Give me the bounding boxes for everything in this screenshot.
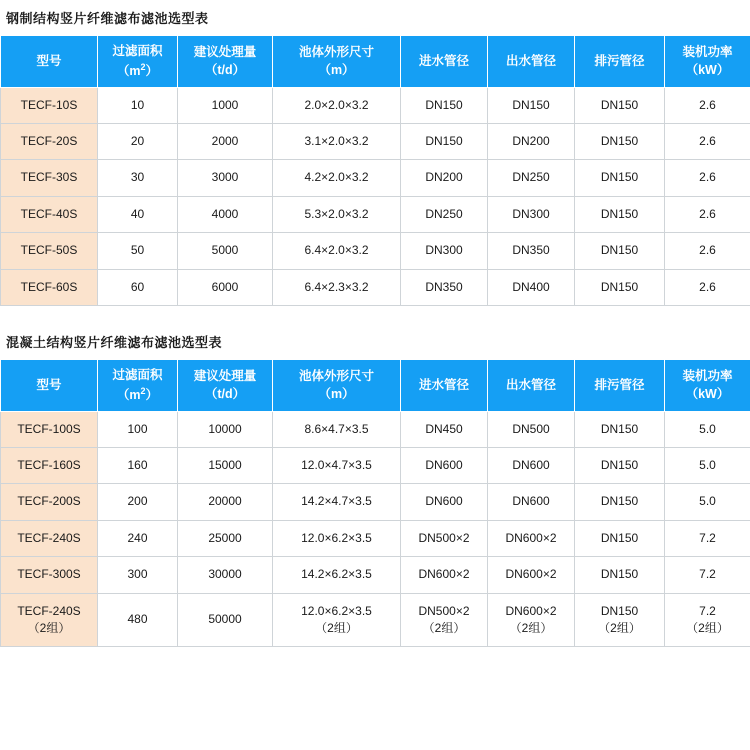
cell-drain-pipe: DN150 bbox=[575, 124, 665, 160]
cell-inlet-pipe: DN200 bbox=[401, 160, 488, 196]
col-header-outlet-pipe bbox=[488, 360, 575, 412]
cell-filter-area: 160 bbox=[98, 448, 178, 484]
table-row bbox=[1, 160, 750, 196]
cell-drain-pipe: DN150 bbox=[575, 87, 665, 123]
cell-model: TECF-10S bbox=[1, 87, 98, 123]
cell-capacity: 3000 bbox=[178, 160, 273, 196]
cell-drain-pipe: DN150 bbox=[575, 196, 665, 232]
cell-model: TECF-160S bbox=[1, 448, 98, 484]
cell-dimensions: 6.4×2.3×3.2 bbox=[273, 269, 401, 305]
cell-model: TECF-30S bbox=[1, 160, 98, 196]
cell-outlet-pipe: DN300 bbox=[488, 196, 575, 232]
col-header-filter-area-unit: $(m^2)$ bbox=[116, 385, 159, 402]
cell-model: TECF-240S bbox=[1, 520, 98, 556]
cell-inlet-pipe: DN300 bbox=[401, 233, 488, 269]
cell-power: 5.0 bbox=[665, 411, 750, 447]
table-row bbox=[1, 124, 750, 160]
col-header-power-unit: （kW） bbox=[685, 387, 730, 402]
cell-model: TECF-240S （2组） bbox=[1, 593, 98, 647]
cell-outlet-pipe: DN200 bbox=[488, 124, 575, 160]
cell-filter-area: 30 bbox=[98, 160, 178, 196]
cell-filter-area: 240 bbox=[98, 520, 178, 556]
cell-power: 7.2 （2组） bbox=[665, 593, 750, 647]
cell-dimensions: 6.4×2.0×3.2 bbox=[273, 233, 401, 269]
cell-inlet-pipe: DN500×2 bbox=[401, 520, 488, 556]
col-header-inlet-pipe bbox=[401, 36, 488, 88]
cell-drain-pipe: DN150 bbox=[575, 160, 665, 196]
cell-power: 7.2 bbox=[665, 520, 750, 556]
cell-drain-pipe: DN150 bbox=[575, 411, 665, 447]
cell-power: 2.6 bbox=[665, 160, 750, 196]
col-header-model bbox=[1, 360, 98, 412]
col-header-filter-area-line1: 过滤面积 bbox=[112, 368, 163, 382]
col-header-filter-area-line1: 过滤面积 bbox=[112, 44, 163, 58]
cell-capacity: 25000 bbox=[178, 520, 273, 556]
col-header-capacity bbox=[178, 360, 273, 412]
cell-outlet-pipe: DN600 bbox=[488, 484, 575, 520]
cell-filter-area: 100 bbox=[98, 411, 178, 447]
cell-filter-area: 200 bbox=[98, 484, 178, 520]
cell-outlet-pipe: DN600 bbox=[488, 448, 575, 484]
cell-capacity: 4000 bbox=[178, 196, 273, 232]
cell-drain-pipe: DN150 bbox=[575, 269, 665, 305]
cell-capacity: 30000 bbox=[178, 557, 273, 593]
table-row bbox=[1, 269, 750, 305]
cell-outlet-pipe: DN250 bbox=[488, 160, 575, 196]
cell-outlet-pipe: DN600×2 bbox=[488, 520, 575, 556]
cell-filter-area: 40 bbox=[98, 196, 178, 232]
cell-power: 5.0 bbox=[665, 484, 750, 520]
table-row bbox=[1, 196, 750, 232]
col-header-drain-pipe bbox=[575, 36, 665, 88]
col-header-outlet-pipe-line1: 出水管径 bbox=[505, 53, 556, 68]
cell-power: 2.6 bbox=[665, 233, 750, 269]
cell-filter-area: 480 bbox=[98, 593, 178, 647]
cell-capacity: 20000 bbox=[178, 484, 273, 520]
table-row bbox=[1, 87, 750, 123]
cell-capacity: 1000 bbox=[178, 87, 273, 123]
col-header-power-unit: （kW） bbox=[685, 63, 730, 78]
cell-model: TECF-60S bbox=[1, 269, 98, 305]
cell-model: TECF-40S bbox=[1, 196, 98, 232]
table-row bbox=[1, 233, 750, 269]
cell-model: TECF-50S bbox=[1, 233, 98, 269]
section-title-concrete: 混凝土结构竖片纤维滤布滤池选型表 bbox=[6, 335, 223, 350]
cell-dimensions: 12.0×4.7×3.5 bbox=[273, 448, 401, 484]
col-header-model bbox=[1, 36, 98, 88]
cell-drain-pipe: DN150 bbox=[575, 557, 665, 593]
col-header-dimensions bbox=[273, 36, 401, 88]
cell-inlet-pipe: DN600 bbox=[401, 448, 488, 484]
col-header-dimensions-unit: （m） bbox=[318, 63, 355, 78]
cell-dimensions: 2.0×2.0×3.2 bbox=[273, 87, 401, 123]
cell-dimensions: 14.2×6.2×3.5 bbox=[273, 557, 401, 593]
cell-dimensions: 5.3×2.0×3.2 bbox=[273, 196, 401, 232]
col-header-capacity-line1: 建议处理量 bbox=[193, 368, 257, 383]
cell-model: TECF-200S bbox=[1, 484, 98, 520]
cell-inlet-pipe: DN150 bbox=[401, 87, 488, 123]
cell-inlet-pipe: DN450 bbox=[401, 411, 488, 447]
col-header-outlet-pipe bbox=[488, 36, 575, 88]
cell-dimensions: 8.6×4.7×3.5 bbox=[273, 411, 401, 447]
col-header-drain-pipe bbox=[575, 360, 665, 412]
col-header-power bbox=[665, 36, 750, 88]
cell-filter-area: 300 bbox=[98, 557, 178, 593]
cell-outlet-pipe: DN400 bbox=[488, 269, 575, 305]
cell-model: TECF-20S bbox=[1, 124, 98, 160]
col-header-power bbox=[665, 360, 750, 412]
cell-power: 7.2 bbox=[665, 557, 750, 593]
table-row bbox=[1, 557, 750, 593]
cell-filter-area: 20 bbox=[98, 124, 178, 160]
cell-power: 2.6 bbox=[665, 196, 750, 232]
table-row bbox=[1, 520, 750, 556]
cell-dimensions: 12.0×6.2×3.5 bbox=[273, 520, 401, 556]
table-row bbox=[1, 593, 750, 647]
cell-power: 2.6 bbox=[665, 124, 750, 160]
col-header-outlet-pipe-line1: 出水管径 bbox=[505, 377, 556, 392]
cell-outlet-pipe: DN350 bbox=[488, 233, 575, 269]
section-title-steel: 钢制结构竖片纤维滤布滤池选型表 bbox=[6, 11, 209, 26]
col-header-capacity-line1: 建议处理量 bbox=[193, 44, 257, 59]
cell-model: TECF-100S bbox=[1, 411, 98, 447]
cell-model: TECF-300S bbox=[1, 557, 98, 593]
col-header-dimensions-line1: 池体外形尺寸 bbox=[298, 44, 374, 59]
table-row bbox=[1, 484, 750, 520]
cell-capacity: 10000 bbox=[178, 411, 273, 447]
cell-inlet-pipe: DN600 bbox=[401, 484, 488, 520]
cell-inlet-pipe: DN500×2 （2组） bbox=[401, 593, 488, 647]
cell-outlet-pipe: DN150 bbox=[488, 87, 575, 123]
cell-filter-area: 50 bbox=[98, 233, 178, 269]
cell-drain-pipe: DN150 （2组） bbox=[575, 593, 665, 647]
table-body-steel bbox=[1, 87, 750, 305]
cell-capacity: 5000 bbox=[178, 233, 273, 269]
table-row bbox=[1, 448, 750, 484]
cell-outlet-pipe: DN600×2 bbox=[488, 557, 575, 593]
spec-table-steel bbox=[0, 35, 750, 306]
cell-power: 2.6 bbox=[665, 269, 750, 305]
col-header-model-line1: 型号 bbox=[36, 377, 62, 392]
cell-dimensions: 3.1×2.0×3.2 bbox=[273, 124, 401, 160]
table-body-concrete bbox=[1, 411, 750, 647]
cell-drain-pipe: DN150 bbox=[575, 448, 665, 484]
cell-inlet-pipe: DN600×2 bbox=[401, 557, 488, 593]
col-header-filter-area-unit: $(m^2)$ bbox=[116, 61, 159, 78]
cell-power: 5.0 bbox=[665, 448, 750, 484]
table-header-row bbox=[1, 36, 750, 88]
col-header-capacity bbox=[178, 36, 273, 88]
section-spacer bbox=[0, 306, 750, 324]
cell-drain-pipe: DN150 bbox=[575, 484, 665, 520]
col-header-drain-pipe-line1: 排污管径 bbox=[594, 377, 645, 392]
col-header-power-line1: 装机功率 bbox=[682, 44, 733, 59]
cell-outlet-pipe: DN500 bbox=[488, 411, 575, 447]
cell-dimensions: 12.0×6.2×3.5 （2组） bbox=[273, 593, 401, 647]
spec-table-concrete bbox=[0, 359, 750, 647]
col-header-model-line1: 型号 bbox=[36, 53, 62, 68]
col-header-dimensions bbox=[273, 360, 401, 412]
cell-power: 2.6 bbox=[665, 87, 750, 123]
cell-outlet-pipe: DN600×2 （2组） bbox=[488, 593, 575, 647]
cell-dimensions: 4.2×2.0×3.2 bbox=[273, 160, 401, 196]
col-header-inlet-pipe-line1: 进水管径 bbox=[418, 377, 469, 392]
col-header-dimensions-line1: 池体外形尺寸 bbox=[298, 368, 374, 383]
col-header-inlet-pipe-line1: 进水管径 bbox=[418, 53, 469, 68]
col-header-capacity-unit: （t/d） bbox=[204, 387, 246, 402]
cell-drain-pipe: DN150 bbox=[575, 233, 665, 269]
col-header-dimensions-unit: （m） bbox=[318, 387, 355, 402]
col-header-filter-area bbox=[98, 36, 178, 88]
table-header-row bbox=[1, 360, 750, 412]
cell-capacity: 6000 bbox=[178, 269, 273, 305]
cell-inlet-pipe: DN150 bbox=[401, 124, 488, 160]
col-header-power-line1: 装机功率 bbox=[682, 368, 733, 383]
cell-inlet-pipe: DN350 bbox=[401, 269, 488, 305]
cell-inlet-pipe: DN250 bbox=[401, 196, 488, 232]
col-header-drain-pipe-line1: 排污管径 bbox=[594, 53, 645, 68]
col-header-inlet-pipe bbox=[401, 360, 488, 412]
table-row bbox=[1, 411, 750, 447]
col-header-filter-area bbox=[98, 360, 178, 412]
cell-capacity: 2000 bbox=[178, 124, 273, 160]
cell-drain-pipe: DN150 bbox=[575, 520, 665, 556]
cell-filter-area: 60 bbox=[98, 269, 178, 305]
cell-filter-area: 10 bbox=[98, 87, 178, 123]
cell-dimensions: 14.2×4.7×3.5 bbox=[273, 484, 401, 520]
cell-capacity: 50000 bbox=[178, 593, 273, 647]
cell-capacity: 15000 bbox=[178, 448, 273, 484]
col-header-capacity-unit: （t/d） bbox=[204, 63, 246, 78]
